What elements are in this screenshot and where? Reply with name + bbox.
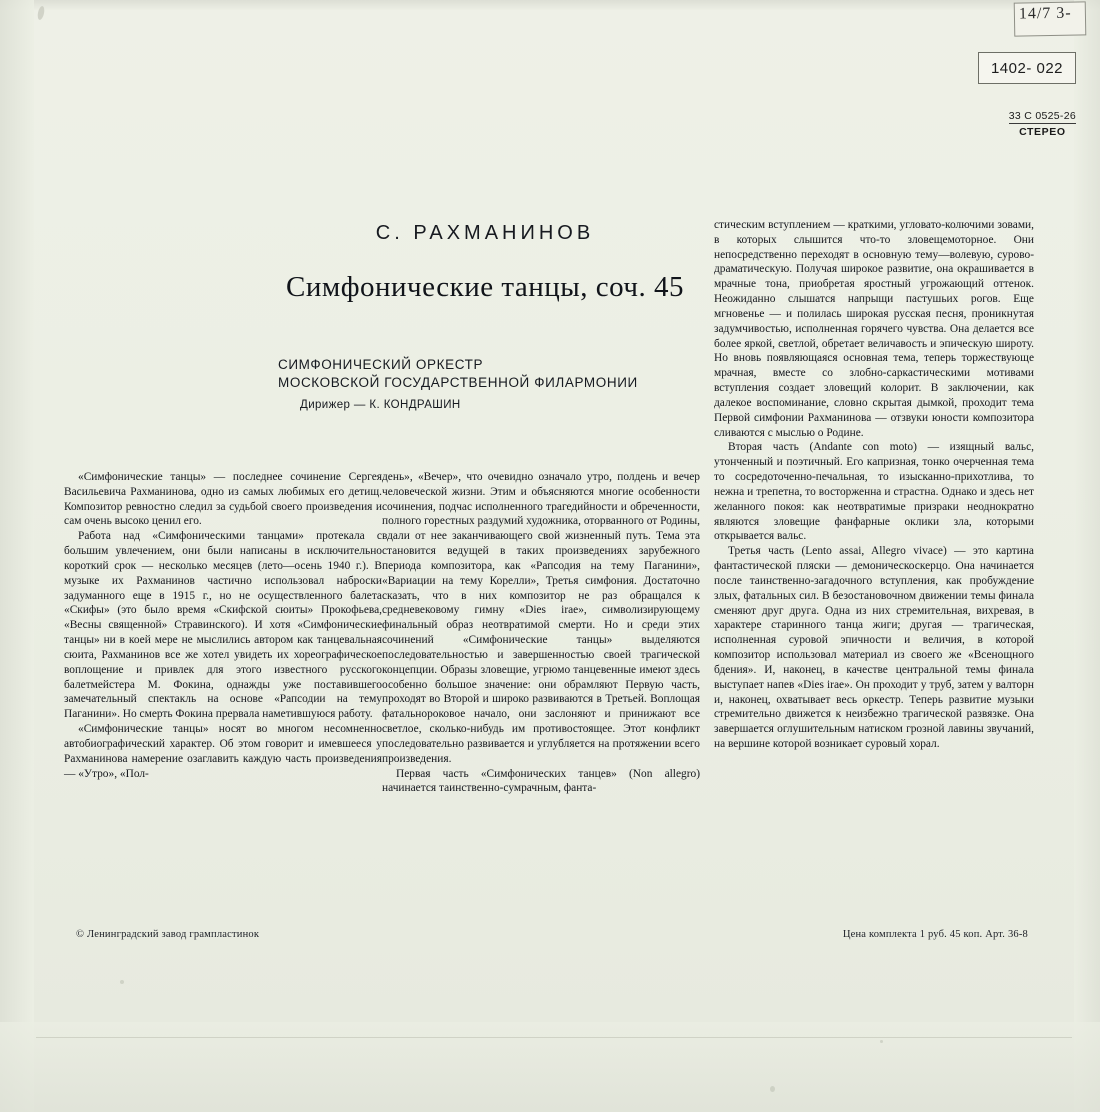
price-notice: Цена комплекта 1 руб. 45 коп. Арт. 36-8 (842, 929, 1028, 940)
liner-notes-column-1 (64, 470, 382, 781)
paper-speck (880, 1040, 883, 1043)
composer-name: С. РАХМАНИНОВ (375, 222, 595, 244)
stereo-label: СТЕРЕО (1019, 126, 1066, 138)
paper-speck (770, 1086, 775, 1092)
paragraph: день», «Вечер», что очевидно означало утро, полдень и вечер человеческой жизни. Этим и объясняются многие особенности сочинения, подчас исполненного трагедийности и обреченности, полного горестных раздумий художника, оторванного от Родины, вдали от нее заканчивающего свой жизненный путь. Тема эта становится ведущей в таких произведениях зарубежного периода композитора, как «Рапсодия на тему Паганини», «Вариации на тему Корелли», Третья симфония. Достаточно сказать, что в них композитор не раз обращался к средневековому гимну «Dies irae», символизирующему финальный образ неотвратимой смерти. Но и среди этих сочинений «Симфонические танцы» выделяются последовательностью и завершенностью своей трагической концепции. Образы зловещие, угрюмо танцевенные имеют здесь особенно большое значение: они обрамляют Первую часть, проходят во Второй и широко развиваются в Третьей. Воплощая фатальнороковое начало, они заслоняют и принижают все светлое, сколько-нибудь им противостоящее. Этот конфликт последовательно развивается и углубляется на протяжении всего произведения. (382, 471, 700, 765)
catalog-sticker: 1402- 022 (978, 52, 1076, 84)
sleeve-edge-right (1074, 0, 1100, 1112)
paragraph: Работа над «Симфоническими танцами» протекала с большим увлечением, они были написаны в исключительно короткий срок — несколько месяцев (лето—осень 1940 г.). В музыке их Рахманинов частично использовал наброски задуманного еще в 1915 г., но не осуществленного балета «Скифы» (это было время «Скифской сюиты» Прокофьева, «Весны священной» Стравинского). И хотя «Симфонические танцы» ни в коей мере не мыслились автором как танцевальная сюита, Рахманинов все же хотел увидеть их хореографическое воплощение и привлек для этого известного русского балетмейстера М. Фокина, однажды уже поставившего замечательный спектакль на основе «Рапсодии на тему Паганини». Но смерть Фокина прервала наметившуюся работу. (64, 530, 382, 721)
sleeve-fold-line (36, 1037, 1072, 1038)
liner-notes-column-2 (382, 470, 700, 796)
paper-speck (120, 980, 124, 984)
paragraph: стическим вступлением — краткими, угловато-колючими зовами, в которых слышится что-то зловещемоторное. Они непосредственно переходят в основную тему—волевую, сурово-драматическую. Получая широкое развитие, она окрашивается в мрачные тона, приобретая яростный угрожающий оттенок. Неожиданно слышатся напрыщи пастушьих рогов. Еще мгновенье — и полилась широкая русская песня, проникнутая задумчивостью, исполненная горячего чувства. Она делается все более яркой, светлой, обретает величавость и эпическую широту. Но вновь появляющаяся основная тема, теперь торжествующе мрачная, вместе со злобно-саркастическими мотивами вступления создает зловещий колорит. В заключении, как далекое воспоминание, словно скрытая дымкой, проходит тема Первой симфонии Рахманинова — отзвуки юности композитора сливаются с мыслью о Родине. (714, 219, 1034, 439)
paragraph: Вторая часть (Andante con moto) — изящный вальс, утонченный и поэтичный. Его капризная, тонко очерченная тема то сосредоточенно-печальная, то изысканно-прихотлива, то нежна и трепетна, то восторженна и страстна. Однако и здесь нет желанного покоя: как неотвратимые призраки неоднократно являются зловещие фанфарные оклики зла, которыми открывается вальс. (714, 441, 1034, 543)
sleeve-edge-bottom (0, 1022, 1100, 1112)
conductor-line: Дирижер — К. КОНДРАШИН (300, 399, 461, 412)
orchestra-line-2: МОСКОВСКОЙ ГОСУДАРСТВЕННОЙ ФИЛАРМОНИИ (278, 375, 638, 391)
liner-notes-column-3 (714, 218, 1034, 752)
handwritten-mark: 14/7 3- (1014, 1, 1087, 36)
paragraph: Первая часть «Симфонических танцев» (Non allegro) начинается таинственно-сумрачным, фанта- (382, 767, 700, 795)
sleeve-edge-left (0, 0, 34, 1112)
liner-notes (64, 218, 1034, 818)
catalog-number: 33 С 0525-26 (1008, 110, 1076, 122)
paragraph: «Симфонические танцы» носят во многом несомненно автобиографический характер. Об этом говорит и имевшееся у Рахманинова намерение озаглавить каждую часть произведения — «Утро», «Пол- (64, 723, 382, 780)
catalog-number-block (1009, 110, 1076, 138)
sleeve-edge-top (0, 0, 1100, 10)
orchestra-line-1: СИМФОНИЧЕСКИЙ ОРКЕСТР (278, 357, 484, 372)
paragraph: «Симфонические танцы» — последнее сочинение Сергея Васильевича Рахманинова, одно из самых любимых его детищ. Композитор ревностно следил за судьбой своего произведения и сам очень высоко ценил его. (64, 471, 382, 528)
paragraph: Третья часть (Lento assai, Allegro vivace) — это картина фантастической пляски — демоническоскерцо. Она начинается после таинственно-загадочного вступления, как пробуждение злых, фатальных сил. В безостановочном движении темы финала сменяют друг друга. Одна из них стремительная, вихревая, в характере старинного танца жиги; другая — трагическая, исполненная суровой эпичности и величия, в которой композитор использовал материал из своего же «Всенощного бдения». И, наконец, в качестве центральной темы финала выступает напев «Dies irae». Он проходит у труб, затем у валторн и, наконец, охватывает весь оркестр. Теперь развитие музыки стремительно движется к неизбежно трагической развязке. Она завершается оглушительным натиском грозной лавины звучаний, на вершине которой возникает суровый хорал. (714, 545, 1034, 750)
copyright-notice: © Ленинградский завод грампластинок (76, 929, 260, 940)
work-title: Симфонические танцы, соч. 45 (286, 271, 684, 303)
